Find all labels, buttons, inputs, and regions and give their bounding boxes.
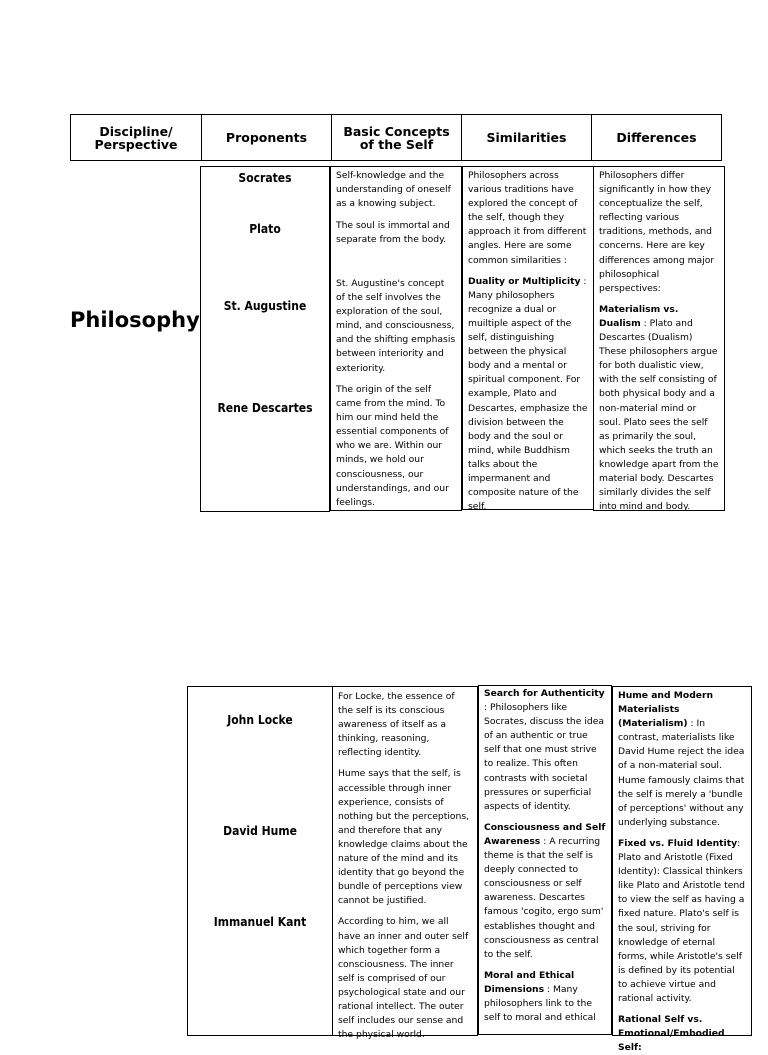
similarity-item: Consciousness and Self Awareness : A recurring theme is that the self is deeply connected to consciousness or self awareness. Descartes famous 'cogito, ergo sum' establishes thought and consciousness as central to the self. — [484, 821, 606, 960]
concept-locke: For Locke, the essence of the self is its conscious awareness of itself as a thinking, reasoning, reflecting identity. — [338, 691, 455, 759]
header-proponents: Proponents — [201, 114, 332, 161]
proponent-kant: Immanuel Kant — [213, 915, 307, 929]
differences-intro: Philosophers differ significantly in how they conceptualize the self, reflecting various traditions, methods, and concerns. Here are key differences among major philosophical perspectives: — [599, 170, 715, 294]
difference-label: Materialism vs. Dualism — [599, 303, 679, 329]
proponent-plato: Plato — [249, 222, 281, 236]
differences-cell-2 — [612, 686, 752, 1054]
similarities-cell-1 — [462, 166, 594, 513]
concepts-text-2 — [338, 690, 472, 1042]
similarity-text: : Many philosophers recognize a dual or muiltiple aspect of the self, distinguishing between the physical body and a mental or spiritual component. For example, Plato and Descartes, emphasize the division between the body and the soul or mind, while Buddhism talks about the impermanent and composite nature of the self. — [468, 275, 588, 513]
proponent-descartes: Rene Descartes — [217, 401, 313, 415]
similarities-text-1 — [468, 169, 588, 514]
difference-item: Rational Self vs. Emotional/Embodied Self: — [618, 1014, 725, 1054]
discipline-label: Philosophy — [70, 308, 200, 332]
difference-item: Fixed vs. Fluid Identity: Plato and Aristotle (Fixed Identity): Classical thinkers like Plato and Aristotle tend to view the self as having a fixed nature. Plato's self is the soul, striving for knowledge of eternal forms, while Aristotle's self is defined by its potential to achieve virtue and rational activity. — [618, 837, 746, 1004]
proponent-socrates: Socrates — [238, 171, 292, 185]
header-differences: Differences — [591, 114, 722, 161]
concept-hume: Hume says that the self, is accessible through inner experience, consists of nothing but the perceptions, and therefore that any knowledge claims about the nature of the mind and its identity that go beyond the bundle of perceptions view cannot be justified. — [338, 768, 470, 907]
similarity-label: Duality or Multiplicity — [468, 275, 581, 287]
differences-cell-1 — [593, 166, 725, 511]
proponent-augustine: St. Augustine — [223, 299, 307, 313]
similarity-item: Moral and Ethical Dimensions : Many philosophers link to the self to moral and ethical — [484, 969, 596, 1024]
concepts-cell-1 — [330, 166, 462, 511]
concept-descartes: The origin of the self came from the mind. To him our mind held the essential components of who we are. Within our minds, we hold our consciousness, our understandings, and our feelings. — [336, 384, 449, 508]
similarities-text-2 — [484, 687, 606, 1025]
similarities-intro: Philosophers across various traditions have explored the concept of the self, though they approach it from different angles. Here are some common similarities : — [468, 170, 587, 266]
proponent-locke: John Locke — [227, 713, 293, 727]
header-concepts: Basic Concepts of the Self — [331, 114, 462, 161]
header-similarities: Similarities — [461, 114, 592, 161]
concept-kant: According to him, we all have an inner and outer self which together form a consciousness. The inner self is comprised of our psychological state and our rational intellect. The outer self includes our sense and the physical world. — [338, 916, 469, 1041]
concept-socrates: Self-knowledge and the understanding of oneself as a knowing subject. — [336, 170, 451, 210]
differences-text-1 — [599, 169, 719, 514]
proponent-hume: David Hume — [223, 824, 297, 838]
concepts-cell-2 — [332, 686, 478, 1041]
differences-text-2 — [618, 689, 746, 1055]
proponents-cell-2 — [187, 686, 333, 1036]
difference-text: : Plato and Descartes (Dualism) These philosophers argue for both dualistic view, with the self consisting of both physical body and a non-material mind or soul. Plato sees the self as primarily the soul, which seeks the truth an knowledge apart from the material body. Descartes similarly divides the self into mind and body. — [599, 317, 719, 513]
similarity-item: Search for Authenticity : Philosophers like Socrates, discuss the idea of an authentic or true self that one must strive to realize. This often contrasts with societal pressures or superficial aspects of identity. — [484, 688, 605, 812]
header-discipline: Discipline/ Perspective — [70, 114, 202, 161]
concept-augustine: St. Augustine's concept of the self involves the exploration of the soul, mind, and consciousness, and the shifting emphasis between interiority and exteriority. — [336, 278, 456, 374]
difference-item: Hume and Modern Materialists (Materialism) : In contrast, materialists like David Hume reject the idea of a non-material soul. Hume famously claims that the self is merely a 'bundle of perceptions' without any underlying substance. — [618, 690, 745, 828]
concept-plato: The soul is immortal and separate from the body. — [336, 220, 450, 246]
similarities-cell-2 — [478, 685, 612, 1035]
proponents-cell-1 — [200, 166, 330, 512]
